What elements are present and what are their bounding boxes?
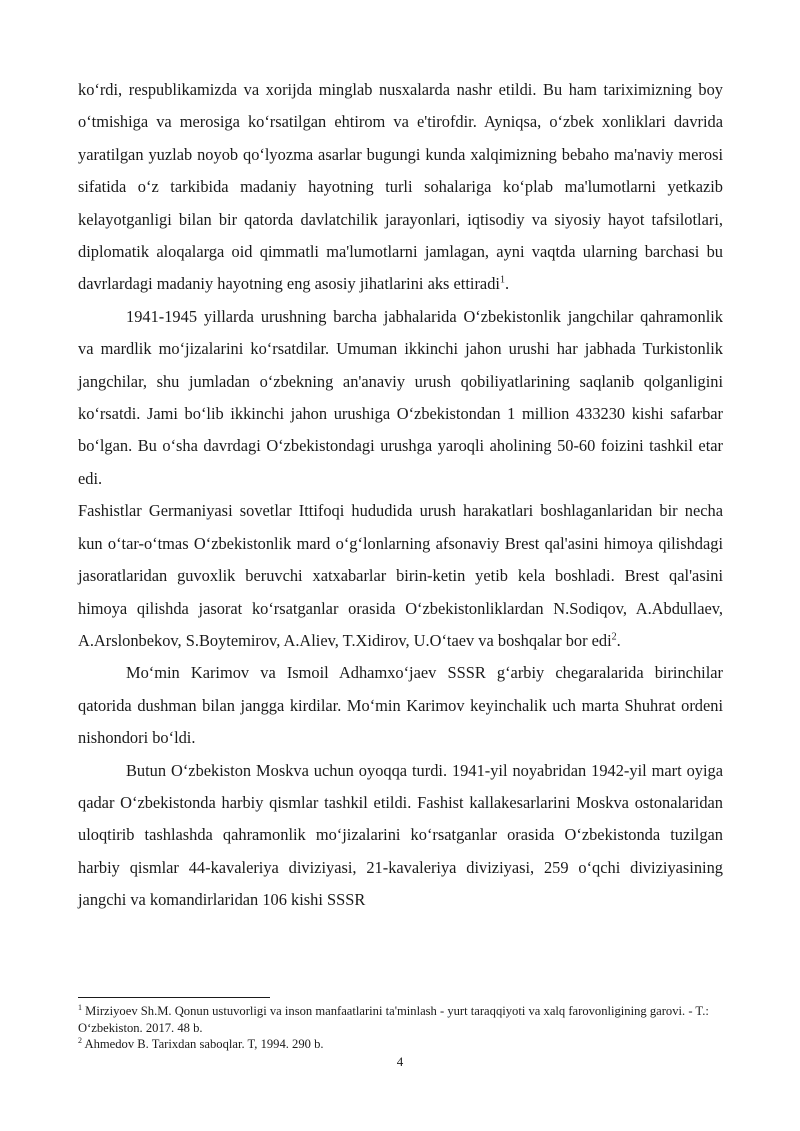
paragraph-4: Mo‘min Karimov va Ismoil Adhamxo‘jaev SSSR g‘arbiy chegaralarida birinchilar qatorida dushman bilan jangga kirdilar. Mo‘min Karimov keyinchalik uch marta Shuhrat ordeni nishondori bo‘ldi. xyxy=(78,663,723,748)
footnotes xyxy=(78,1003,723,1053)
paragraph-2: 1941-1945 yillarda urushning barcha jabhalarida O‘zbekistonlik jangchilar qahramonlik va mardlik mo‘jizalarini ko‘rsatdilar. Umuman ikkinchi jahon urushi har jabhada Turkistonlik jangchilar, shu jumladan o‘zbekning an'anaviy urush qobiliyatlarining saqlanib qolganligini ko‘rsatdi. Jami bo‘lib ikkinchi jahon urushiga O‘zbekistondan 1 million 433230 kishi safarbar bo‘lgan. Bu o‘sha davrdagi O‘zbekistondagi urushga yaroqli aholining 50-60 foizini tashkil etar edi. xyxy=(78,306,723,488)
footnote-ref-2: 2 xyxy=(611,631,617,643)
paragraph-5: Butun O‘zbekiston Moskva uchun oyoqqa turdi. 1941-yil noyabridan 1942-yil mart oyiga qadar O‘zbekistonda harbiy qismlar tashkil etildi. Fashist kallakesarlarini Moskva ostonalaridan uloqtirib tashlashda qahramonlik mo‘jizalarini ko‘rsatganlar orasida O‘zbekistonda tuzilgan harbiy qismlar 44-kavaleriya diviziyasi, 21-kavaleriya diviziyasi, 259 o‘qchi diviziyasining jangchi va komandirlaridan 106 kishi SSSR xyxy=(78,760,723,910)
footnote-1: $^1$ Mirziyoev Sh.M. Qonun ustuvorligi va inson manfaatlarini ta'minlash - yurt taraqqiyoti va xalq farovonligining garovi. - T.: O‘zbekiston. 2017. 48 b. xyxy=(78,1002,709,1035)
body-text xyxy=(78,74,723,917)
page-number: 4 xyxy=(396,1054,404,1069)
footnote-separator xyxy=(78,997,270,998)
paragraph-1: ko‘rdi, respublikamizda va xorijda minglab nusxalarda nashr etildi. Bu ham tariximizning boy o‘tmishiga va merosiga ko‘rsatilgan ehtirom va e'tirofdir. Ayniqsa, o‘zbek xonliklari davrida yaratilgan yuzlab noyob qo‘lyozma asarlar bugungi kunda xalqimizning bebaho ma'naviy merosi sifatida o‘z tarkibida madaniy hayotning turli sohalariga ko‘plab ma'lumotlarni yetkazib kelayotganligi bilan bir qatorda davlatchilik jarayonlari, iqtisodiy va siyosiy hayot tafsilotlari, diplomatik aloqalarga oid qimmatli ma'lumotlarni jamlagan, ayni vaqtda ularning barchasi bu davrlardagi madaniy hayotning eng asosiy jihatlarini aks ettiradi$^1$. xyxy=(78,80,723,294)
footnote-ref-1: 1 xyxy=(499,274,505,286)
footnote-2: $^2$ Ahmedov B. Tarixdan saboqlar. T, 1994. 290 b. xyxy=(78,1036,324,1052)
paragraph-3: Fashistlar Germaniyasi sovetlar Ittifoqi hududida urush harakatlari boshlaganlaridan bir necha kun o‘tar-o‘tmas O‘zbekistonlik mard o‘g‘lonlarning afsonaviy Brest qal'asini himoya qilishdagi jasoratlaridan guvoxlik beruvchi xatxabarlar birin-ketin yetib kela boshladi. Brest qal'asini himoya qilishda jasorat ko‘rsatganlar orasida O‘zbekistonliklardan N.Sodiqov, A.Abdullaev, A.Arslonbekov, S.Boytemirov, A.Aliev, T.Xidirov, U.O‘taev va boshqalar bor edi$^2$. xyxy=(78,501,723,650)
